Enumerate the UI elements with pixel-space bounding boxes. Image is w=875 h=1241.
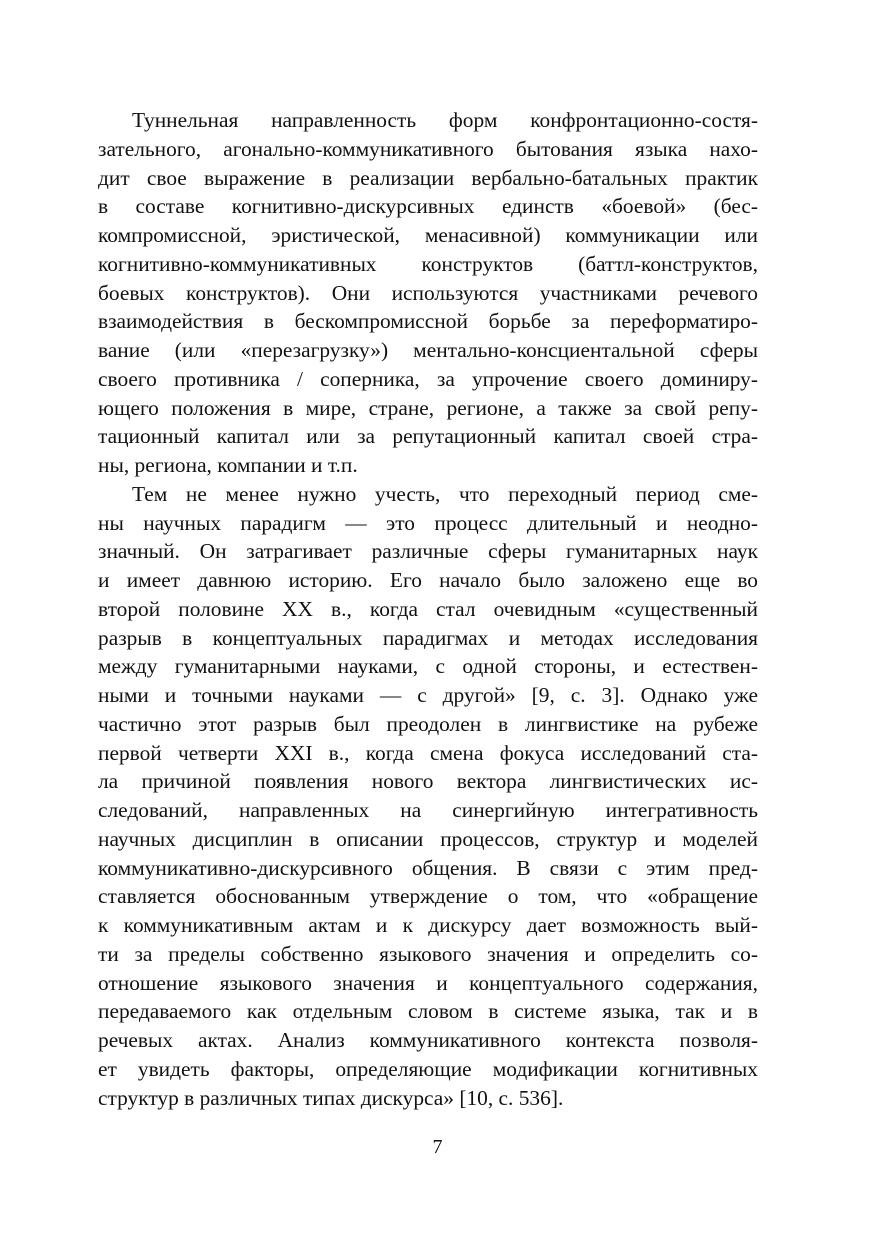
text-line: научных дисциплин в описании процессов, структур и моделей (98, 826, 758, 851)
text-line: значный. Он затрагивает различные сферы гуманитарных наук (98, 539, 758, 564)
text-line: компромиссной, эристической, менасивной) коммуникации или (98, 223, 758, 247)
text-line: дит свое выражение в реализации вербально-батальных практик (98, 165, 758, 190)
paragraph-2 (98, 480, 758, 1113)
text-line: отношение языкового значения и концептуального содержания, (98, 970, 758, 995)
page-number: 7 (432, 1136, 443, 1158)
text-line: разрыв в концептуальных парадигмах и методах исследования (98, 625, 758, 650)
text-line: ны научных парадигм — это процесс длительный и неодно- (98, 510, 758, 535)
text-line: вание (или «перезагрузку») ментально-консциентальной сферы (98, 338, 758, 362)
text-line: взаимодействия в бескомпромиссной борьбе за переформатиро- (98, 309, 758, 334)
text-line: когнитивно-коммуникативных конструктов (баттл-конструктов, (98, 251, 758, 276)
text-line: коммуникативно-дискурсивного общения. В связи с этим пред- (98, 855, 758, 880)
text-line: ет увидеть факторы, определяющие модификации когнитивных (98, 1056, 758, 1081)
text-line: тационный капитал или за репутационный капитал своей стра- (98, 424, 758, 449)
text-line: ны, региона, компании и т.п. (98, 453, 358, 477)
text-line: ла причиной появления нового вектора лингвистических ис- (98, 769, 758, 794)
text-line: передаваемого как отдельным словом в системе языка, так и в (98, 999, 758, 1024)
text-line: к коммуникативным актам и к дискурсу дает возможность вый- (98, 913, 758, 937)
text-line: следований, направленных на синергийную интегративность (98, 798, 758, 822)
text-line: структур в различных типах дискурса» [10, с. 536]. (98, 1085, 564, 1110)
text-line: первой четверти XXI в., когда смена фокуса исследований ста- (98, 740, 758, 765)
text-line: и имеет давнюю историю. Его начало было заложено еще во (98, 568, 758, 592)
text-line: боевых конструктов). Они используются участниками речевого (98, 280, 758, 305)
paragraph-1 (98, 106, 758, 480)
text-line: своего противника / соперника, за упрочение своего доминиру- (98, 366, 758, 391)
text-line: зательного, агонально-коммуникативного бытования языка нахо- (98, 136, 758, 161)
body-text (98, 106, 758, 1112)
text-line: второй половине XX в., когда стал очевидным «существенный (98, 596, 758, 621)
text-line: речевых актах. Анализ коммуникативного контекста позволя- (98, 1028, 758, 1052)
text-line: частично этот разрыв был преодолен в лингвистике на рубеже (98, 711, 758, 736)
text-line: ющего положения в мире, стране, регионе, а также за свой репу- (98, 395, 758, 420)
text-line: между гуманитарными науками, с одной стороны, и естествен- (98, 654, 758, 679)
text-line: ными и точными науками — с другой» [9, с. 3]. Однако уже (98, 683, 758, 707)
text-line: ставляется обоснованным утверждение о том, что «обращение (98, 884, 758, 909)
text-line: Тем не менее нужно учесть, что переходный период сме- (132, 481, 758, 506)
text-line: в составе когнитивно-дискурсивных единств «боевой» (бес- (98, 194, 758, 219)
text-line: ти за пределы собственно языкового значения и определить со- (98, 941, 758, 966)
text-line: Туннельная направленность форм конфронтационно-состя- (132, 108, 758, 132)
